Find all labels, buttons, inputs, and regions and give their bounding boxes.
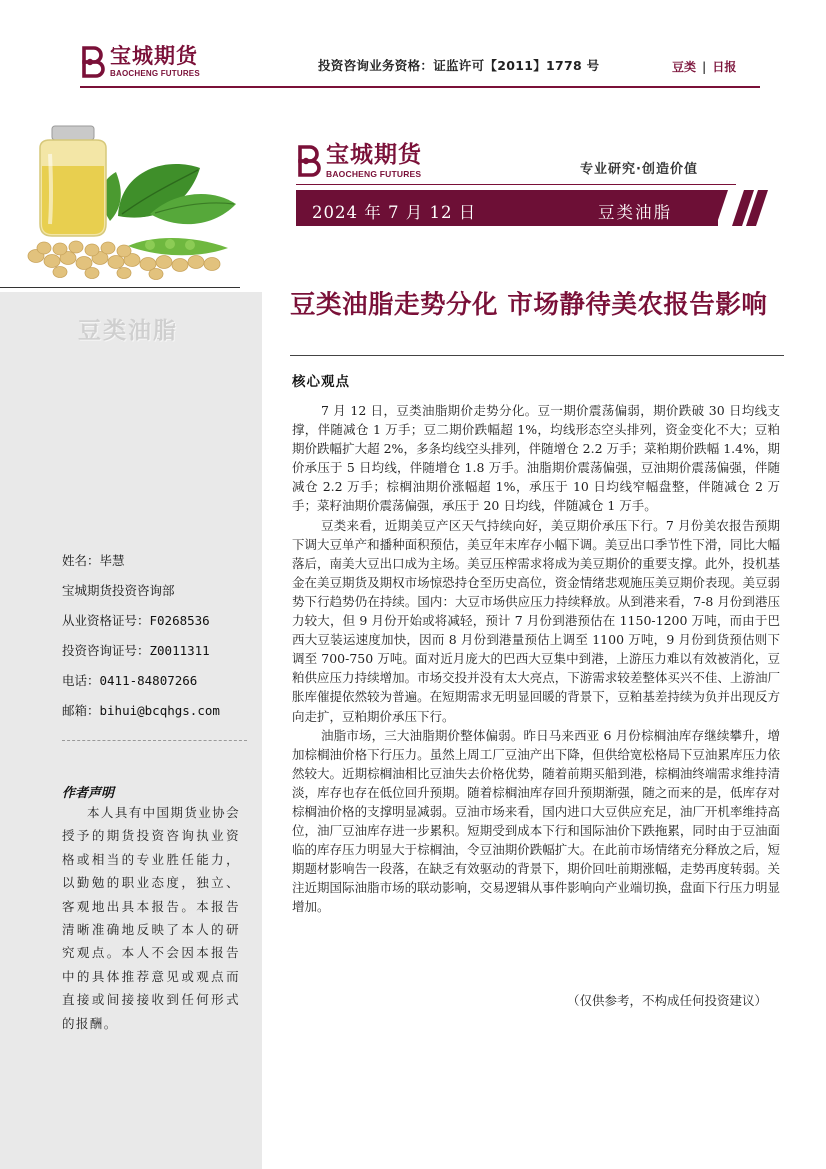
report-frequency: 日报 <box>712 60 737 74</box>
soybean-oil-illustration <box>0 96 262 286</box>
banner-logo-cn: 宝城期货 <box>326 142 422 168</box>
author-name: 姓名：毕慧 <box>62 553 125 568</box>
report-category-banner: 豆类油脂 <box>598 203 672 222</box>
author-info <box>62 553 252 733</box>
author-email: 邮箱：bihui@bcqhgs.com <box>62 703 220 718</box>
author-qualification: 从业资格证号：F0268536 <box>62 613 210 628</box>
sidebar-title: 豆类油脂 <box>78 318 178 344</box>
paragraph-overview: 7 月 12 日，豆类油脂期价走势分化。豆一期价震荡偏弱，期价跌破 30 日均线支撑，伴随减仓 1 万手；豆二期价跌幅超 1%，均线形态空头排列，资金变化不大；豆粕期价跌幅扩大超 2%，多条均线空头排列，伴随增仓 2.2 万手；菜粕期价跌幅 1.4%，期价承压于 5 日均线，伴随增仓 1.8 万手。油脂期价震荡偏强，豆油期价震荡偏强，伴随减仓 2.2 万手；棕榈油期价涨幅超 1%，承压于 10 日均线窄幅盘整，伴随减仓 2 万手；菜籽油期价震荡偏强，承压于 20 日均线，伴随减仓 1 万手。 <box>292 403 780 514</box>
banner-stripes <box>718 190 768 226</box>
section-heading: 核心观点 <box>292 374 350 390</box>
bc-logo-icon <box>80 46 106 78</box>
article-body <box>292 401 780 917</box>
logo-en: BAOCHENG FUTURES <box>110 69 200 78</box>
bc-logo-icon <box>296 145 322 177</box>
report-category: 豆类 <box>672 60 697 74</box>
slogan: 专业研究·创造价值 <box>580 162 698 177</box>
disclaimer-body: 本人具有中国期货业协会授予的期货投资咨询执业资格或相当的专业胜任能力，以勤勉的职业态度，独立、客观地出具本报告。本报告清晰准确地反映了本人的研究观点。本人不会因本报告中的具体推荐意见或观点而直接或间接接收到任何形式的报酬。 <box>62 805 240 1031</box>
page-header <box>0 0 826 92</box>
header-divider <box>80 86 760 88</box>
report-date: 2024 年 7 月 12 日 <box>312 203 477 222</box>
hero-image <box>0 96 262 292</box>
author-department: 宝城期货投资咨询部 <box>62 583 175 598</box>
report-type <box>672 58 736 75</box>
banner-logo <box>296 144 422 179</box>
banner-divider <box>296 184 736 185</box>
title-divider <box>290 355 784 356</box>
logo-cn: 宝城期货 <box>110 44 198 68</box>
author-divider <box>62 740 247 741</box>
hero-divider <box>0 287 240 288</box>
disclaimer-title: 作者声明 <box>62 786 115 801</box>
paragraph-oils: 油脂市场，三大油脂期价整体偏弱。昨日马来西亚 6 月份棕榈油库存继续攀升，增加棕榈油价格下行压力。虽然上周工厂豆油产出下降，但供给宽松格局下豆油累库压力依然较大。近期棕榈油相比豆油失去价格优势，随着前期买船到港，棕榈油终端需求维持清淡，库存也存在低位回升预期。随着棕榈油库存回升预期渐强，随之而来的是，低库存对棕榈油价格的支撑明显减弱。豆油市场来看，国内进口大豆供应充足，油厂开机率维持高位，油厂豆油库存进一步累积。短期受到成本下行和国际油价下跌拖累，同时由于豆油面临的库存压力明显大于棕榈油，令豆油期价跌幅扩大。在此前市场情绪充分释放之后，短期题材影响告一段落，在缺乏有效驱动的背景下，期价回吐前期涨幅，走势再度转弱。关注近期国际油脂市场的联动影响，交易逻辑从事件影响向产业端切换，盘面下行压力明显增加。 <box>292 727 780 915</box>
license-text: 投资咨询业务资格：证监许可【2011】1778 号 <box>318 58 600 73</box>
paragraph-beans: 豆类来看，近期美豆产区天气持续向好，美豆期价承压下行。7 月份美农报告预期下调大豆单产和播种面积预估，美豆年末库存小幅下调。美豆出口季节性下滑，同比大幅落后，南美大豆出口成为主场。美豆压榨需求将成为美豆期价的重要支撑。此外，投机基金在美豆期货及期权市场惊恐持仓至历史高位，资金情绪悲观施压美豆期价表现。美豆弱势下行趋势仍在持续。国内：大豆市场供应压力持续释放。从到港来看，7-8 月份到港压力较大，但 9 月份开始或将减轻，预计 7 月份到港预估在 1150-1200 万吨，而由于巴西大豆装运速度加快，因而 8 月份到港量预估上调至 1100 万吨，9 月份到货预估则下调至 700-750 万吨。面对近月庞大的巴西大豆集中到港，上游压力难以有效被消化，豆粕供应压力持续增加。市场交投并没有太大亮点，下游需求较差整体买兴不佳、上游油厂胀库催提依然较为普遍。在短期需求无明显回暖的背景下，豆粕基差持续为负并出现反方向走扩，豆粕期价承压下行。 <box>292 517 780 724</box>
banner-logo-en: BAOCHENG FUTURES <box>326 169 422 179</box>
author-advisory-cert: 投资咨询证号：Z0011311 <box>62 643 210 658</box>
report-separator: | <box>702 60 707 74</box>
disclaimer-note: （仅供参考，不构成任何投资建议） <box>566 993 767 1008</box>
page-title: 豆类油脂走势分化 市场静待美农报告影响 <box>290 290 768 320</box>
author-phone: 电话：0411-84807266 <box>62 673 198 688</box>
header-logo <box>80 46 200 78</box>
